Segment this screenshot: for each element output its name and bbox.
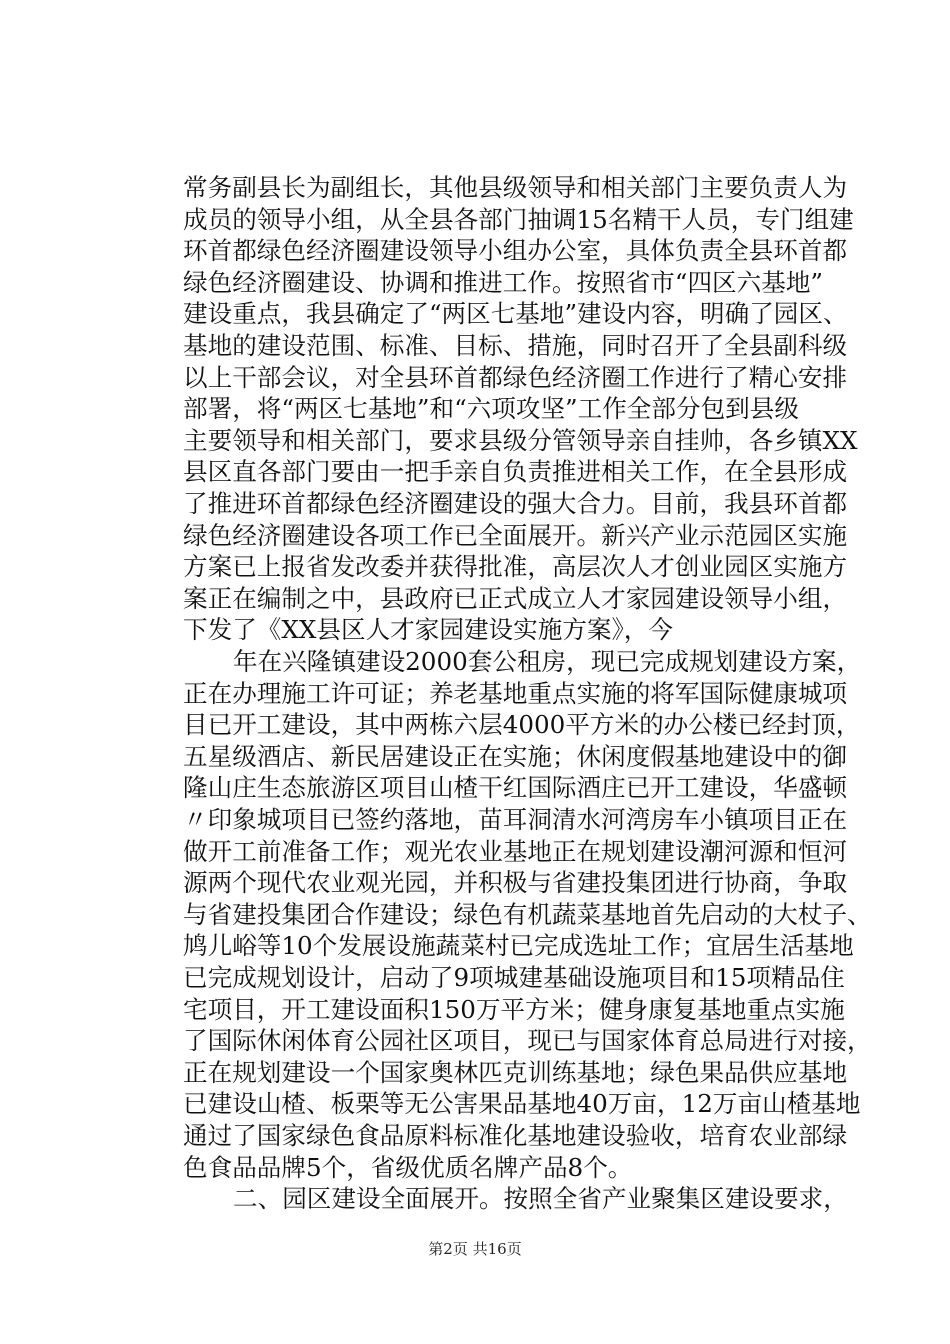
text-line: 主要领导和相关部门，要求县级分管领导亲自挂帅，各乡镇XX xyxy=(183,425,858,455)
text-line: 案正在编制之中，县政府已正式成立人才家园建设领导小组， xyxy=(183,583,848,613)
text-line: 五星级酒店、新民居建设正在实施；休闲度假基地建设中的御 xyxy=(183,741,848,771)
text-line: 已完成规划设计，启动了9项城建基础设施项目和15项精品住 xyxy=(183,963,845,992)
text-line: 下发了《XX县区人才家园建设实施方案》，今 xyxy=(183,615,673,645)
page-footer: 第2页 共16页 xyxy=(428,1240,522,1258)
text-line: 部署，将“两区七基地”和“六项攻坚”工作全部分包到县级 xyxy=(183,394,799,424)
text-line: 源两个现代农业观光园，并积极与省建投集团进行协商，争取 xyxy=(183,868,848,898)
text-line: 隆山庄生态旅游区项目山楂干红国际酒庄已开工建设，华盛顿 xyxy=(183,773,848,803)
text-line: 正在规划建设一个国家奥林匹克训练基地；绿色果品供应基地 xyxy=(183,1057,848,1087)
text-line: 正在办理施工许可证；养老基地重点实施的将军国际健康城项 xyxy=(183,678,848,708)
text-line: 成员的领导小组，从全县各部门抽调15名精干人员，专门组建 xyxy=(183,204,854,234)
text-line: 年在兴隆镇建设2000套公租房，现已完成规划建设方案， xyxy=(233,647,862,676)
text-line: 以上干部会议，对全县环首都绿色经济圈工作进行了精心安排 xyxy=(183,362,848,392)
text-line: 绿色经济圈建设、协调和推进工作。按照省市“四区六基地” xyxy=(183,267,823,297)
text-line: 目已开工建设，其中两栋六层4000平方米的办公楼已经封顶， xyxy=(183,710,861,740)
text-line: 建设重点，我县确定了“两区七基地”建设内容，明确了园区、 xyxy=(183,299,848,329)
text-line: 〃印象城项目已签约落地，苗耳洞清水河湾房车小镇项目正在 xyxy=(183,805,848,834)
text-line: 绿色经济圈建设各项工作已全面展开。新兴产业示范园区实施 xyxy=(183,520,848,550)
text-line: 已建设山楂、板栗等无公害果品基地40万亩，12万亩山楂基地 xyxy=(183,1089,861,1119)
text-line: 环首都绿色经济圈建设领导小组办公室，具体负责全县环首都 xyxy=(183,236,848,266)
text-line: 色食品品牌5个，省级优质名牌产品8个。 xyxy=(183,1152,633,1182)
text-line: 二、园区建设全面展开。按照全省产业聚集区建设要求， xyxy=(233,1184,848,1214)
text-line: 鸠儿峪等10个发展设施蔬菜村已完成选址工作；宜居生活基地 xyxy=(183,931,854,961)
text-line: 常务副县长为副组长，其他县级领导和相关部门主要负责人为 xyxy=(183,173,848,202)
text-line: 基地的建设范围、标准、目标、措施，同时召开了全县副科级 xyxy=(183,331,848,360)
text-line: 与省建投集团合作建设；绿色有机蔬菜基地首先启动的大杖子、 xyxy=(183,899,872,929)
text-line: 了推进环首都绿色经济圈建设的强大合力。目前，我县环首都 xyxy=(183,489,848,518)
text-line: 了国际休闲体育公园社区项目，现已与国家体育总局进行对接， xyxy=(183,1026,872,1056)
text-line: 做开工前准备工作；观光农业基地正在规划建设潮河源和恒河 xyxy=(183,836,848,866)
text-line: 方案已上报省发改委并获得批准，高层次人才创业园区实施方 xyxy=(183,552,848,582)
text-line: 宅项目，开工建设面积150万平方米；健身康复基地重点实施 xyxy=(183,994,845,1024)
text-line: 通过了国家绿色食品原料标准化基地建设验收，培育农业部绿 xyxy=(183,1121,848,1150)
text-line: 县区直各部门要由一把手亲自负责推进相关工作，在全县形成 xyxy=(183,457,848,487)
